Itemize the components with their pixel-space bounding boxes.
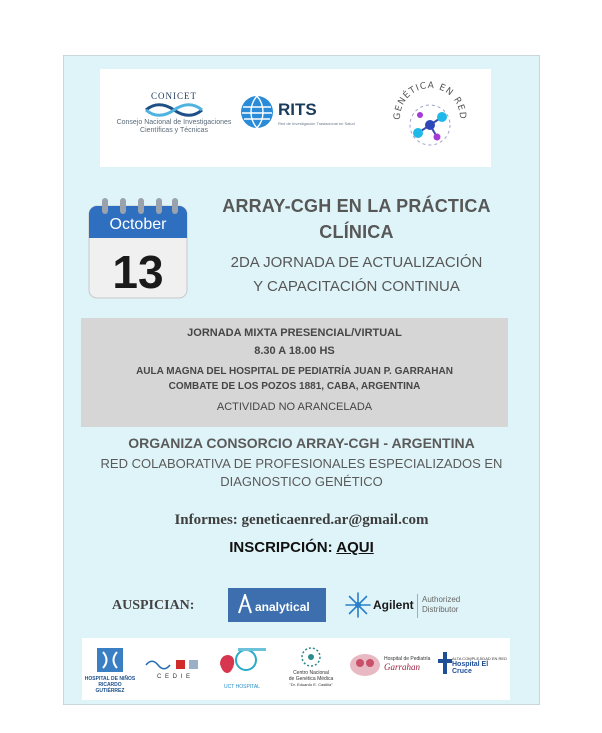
event-fee: ACTIVIDAD NO ARANCELADA xyxy=(216,401,373,413)
event-address: COMBATE DE LOS POZOS 1881, CABA, ARGENTINA xyxy=(168,381,421,392)
uct-hospital-icon xyxy=(214,644,270,682)
organizer-description: RED COLABORATIVA DE PROFESIONALES ESPECIALIZADOS EN DIAGNOSTICO GENÉTICO xyxy=(100,456,503,489)
centro-genetica-icon xyxy=(300,646,322,668)
cedie-logo: C E D I E xyxy=(144,658,204,680)
svg-text:GENÉTICA EN RED: GENÉTICA EN RED xyxy=(392,80,468,121)
uct-hospital-logo: UCT HOSPITAL xyxy=(210,644,274,690)
sponsors-label: AUSPICIAN: xyxy=(112,598,195,613)
organizer-heading: ORGANIZA CONSORCIO ARRAY-CGH - ARGENTINA xyxy=(128,435,475,451)
event-subtitle: 2DA JORNADA DE ACTUALIZACIÓN Y CAPACITACIÓN CONTINUA xyxy=(230,254,483,295)
globe-icon xyxy=(240,95,274,129)
event-time: 8.30 A 18.00 HS xyxy=(254,345,335,357)
analytical-mark-icon xyxy=(238,594,252,614)
event-title: ARRAY-CGH EN LA PRÁCTICA CLÍNICA xyxy=(222,196,491,242)
genetica-en-red-logo xyxy=(387,75,473,166)
registration-line: INSCRIPCIÓN: AQUI xyxy=(229,539,374,556)
calendar-icon xyxy=(86,196,190,301)
conicet-logo: CONICET Consejo Nacional de Investigaciones Científicas y Técnicas xyxy=(116,91,232,134)
garrahan-icon xyxy=(348,652,382,678)
top-logos-banner xyxy=(100,69,491,167)
event-mode: JORNADA MIXTA PRESENCIAL/VIRTUAL xyxy=(187,327,402,339)
cedie-icons xyxy=(144,658,204,672)
agilent-spark-icon xyxy=(344,591,372,619)
genetica-network-icon xyxy=(387,75,473,161)
event-details-box xyxy=(81,318,508,427)
conicet-wave-icon xyxy=(144,103,204,117)
contact-email-link[interactable]: geneticaenred.ar@gmail.com xyxy=(241,512,429,528)
event-title-block xyxy=(194,193,519,299)
agilent-logo: Agilent Authorized Distributor xyxy=(340,588,490,622)
organizer-block xyxy=(74,435,529,491)
event-venue: AULA MAGNA DEL HOSPITAL DE PEDIATRÍA JUAN P. GARRAHAN xyxy=(136,366,453,377)
hospital-gutierrez-icon xyxy=(95,646,125,674)
rits-logo: RITS Red de Investigación Traslacional en Salud xyxy=(240,95,355,135)
calendar-month: October xyxy=(109,216,167,233)
agilent-divider xyxy=(417,594,418,618)
event-flyer xyxy=(63,55,540,705)
agilent-authorized: Authorized Distributor xyxy=(422,595,461,614)
contact-info: Informes: geneticaenred.ar@gmail.com xyxy=(174,512,429,528)
bottom-logos-banner: HOSPITAL DE NIÑOS RICARDO GUTIÉRREZ C E D I E UCT HOSPITAL Centro Nacional de Genética Médica "Dr. Eduardo E. Castilla" Hospital de Pediatría Garrahan ALTA COMPLEJIDAD EN RED Hospital El Cruce xyxy=(82,638,510,700)
centro-genetica-logo: Centro Nacional de Genética Médica "Dr. Eduardo E. Castilla" xyxy=(280,646,342,687)
registration-link[interactable]: AQUI xyxy=(336,539,374,556)
hospital-gutierrez-logo: HOSPITAL DE NIÑOS RICARDO GUTIÉRREZ xyxy=(84,646,136,694)
analytical-logo: analytical xyxy=(228,588,326,622)
el-cruce-icon xyxy=(438,652,452,674)
calendar-day: 13 xyxy=(112,246,164,298)
